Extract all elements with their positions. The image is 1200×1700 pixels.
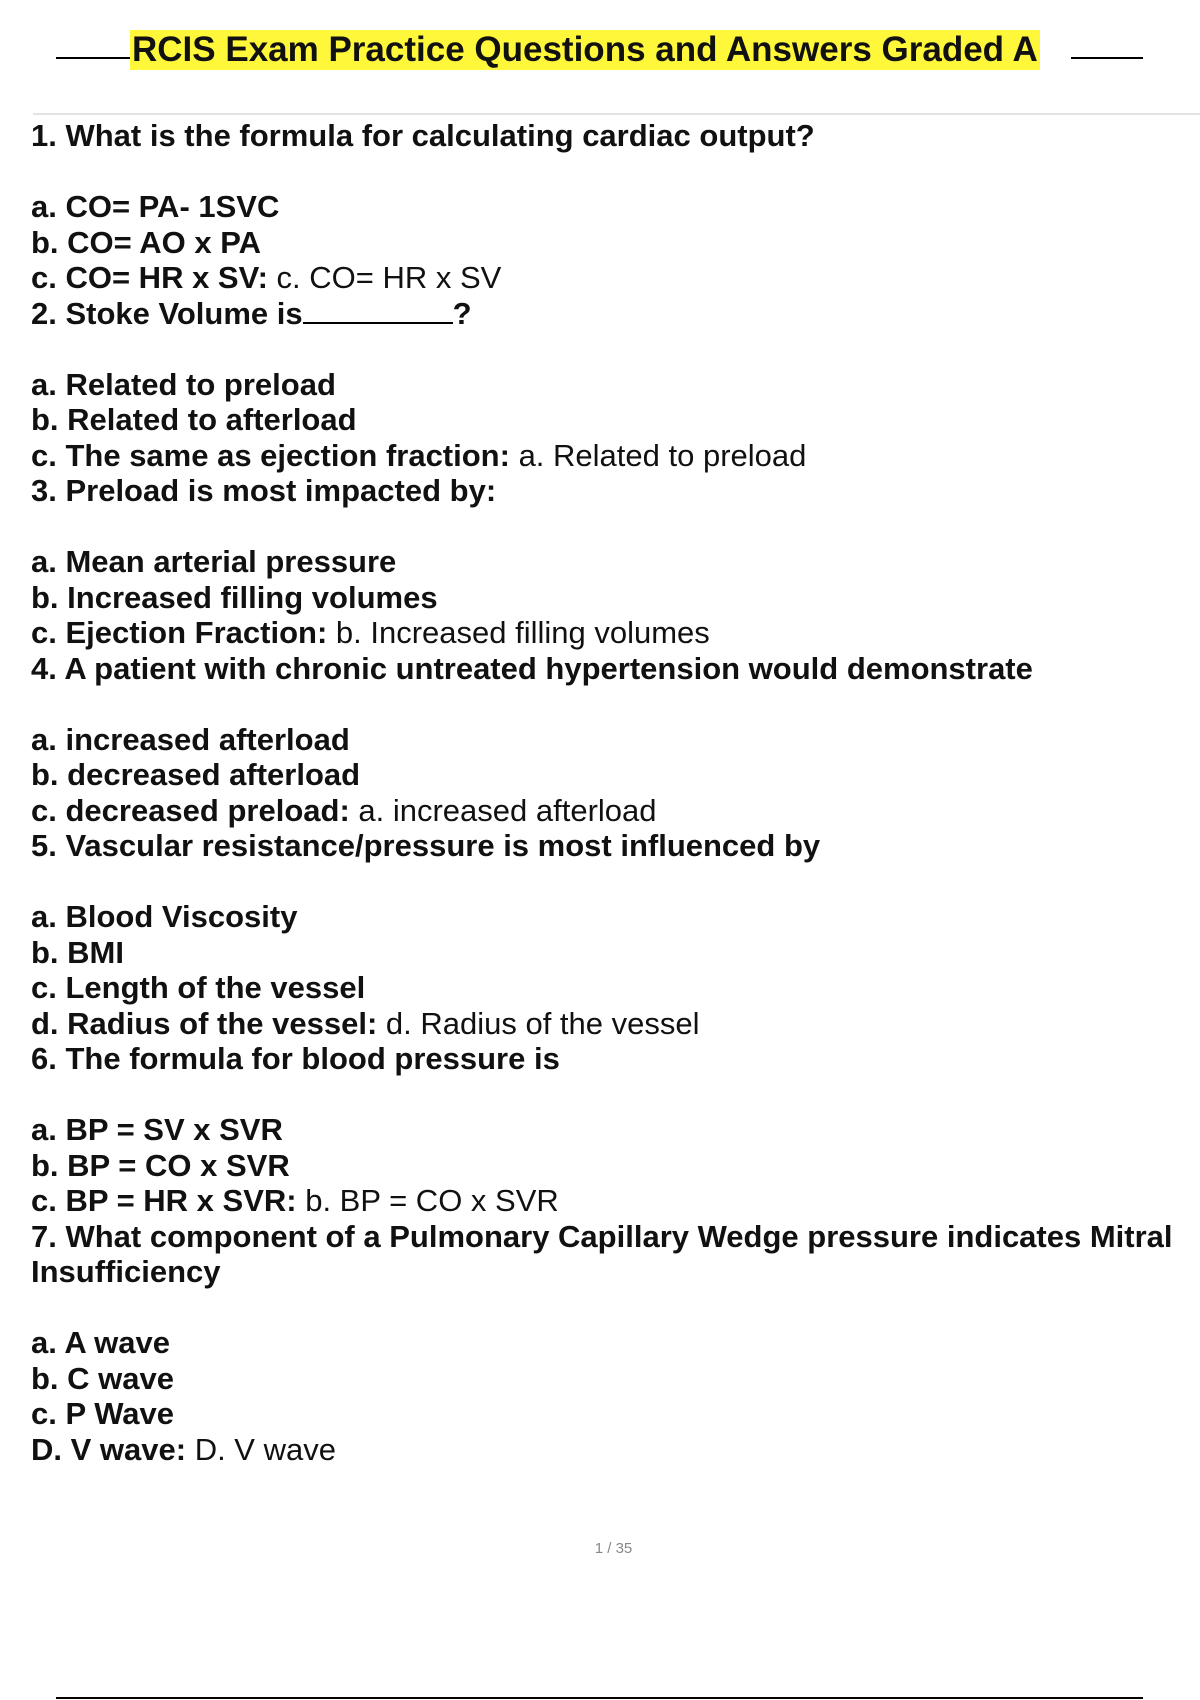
option: a. CO= PA- 1SVC xyxy=(31,189,280,224)
option: c. BP = HR x SVR xyxy=(31,1183,287,1218)
page-number: 1 / 35 xyxy=(594,1540,633,1557)
answer-line: c. The same as ejection fraction: a. Related to preload xyxy=(31,437,807,473)
option: d. Radius of the vessel xyxy=(31,1005,367,1041)
header-divider xyxy=(33,113,1200,115)
fill-in-blank xyxy=(303,298,453,324)
answer-line: c. Ejection Fraction: b. Increased filling volumes xyxy=(31,615,710,650)
answer-line: D. V wave: D. V wave xyxy=(31,1431,336,1467)
answer: a. Related to preload xyxy=(518,437,807,473)
answer: D. V wave xyxy=(194,1431,336,1467)
question-7: 7. What component of a Pulmonary Capillary Wedge pressure indicates Mitral Insufficiency xyxy=(31,1218,1173,1289)
option: a. Mean arterial pressure xyxy=(31,544,397,579)
answer: c. CO= HR x SV xyxy=(276,260,502,295)
answer: b. Increased filling volumes xyxy=(335,615,710,650)
answer-line: d. Radius of the vessel: d. Radius of the vessel xyxy=(31,1005,700,1041)
question-5: 5. Vascular resistance/pressure is most influenced by xyxy=(31,828,821,863)
question-6: 6. The formula for blood pressure is xyxy=(31,1041,560,1076)
question-3: 3. Preload is most impacted by: xyxy=(31,473,497,508)
answer-line: c. BP = HR x SVR: b. BP = CO x SVR xyxy=(31,1183,559,1218)
option: c. Ejection Fraction xyxy=(31,615,317,650)
option: b. Related to afterload xyxy=(31,402,357,437)
footer-rule xyxy=(56,1697,1143,1699)
option: a. A wave xyxy=(31,1325,171,1360)
option: a. BP = SV x SVR xyxy=(31,1112,283,1147)
question-4: 4. A patient with chronic untreated hypertension would demonstrate xyxy=(31,650,1033,686)
answer: d. Radius of the vessel xyxy=(385,1005,700,1041)
answer: a. increased afterload xyxy=(358,792,657,828)
option: c. P Wave xyxy=(31,1396,175,1431)
option: b. C wave xyxy=(31,1360,174,1396)
option: b. BMI xyxy=(31,934,124,970)
option: b. BP = CO x SVR xyxy=(31,1147,290,1183)
option: b. CO= AO x PA xyxy=(31,224,261,260)
option: a. Blood Viscosity xyxy=(31,899,298,934)
option: c. CO= HR x SV xyxy=(31,260,258,295)
option: b. Increased filling volumes xyxy=(31,579,438,615)
title-rule-left xyxy=(56,57,134,59)
question-1: 1. What is the formula for calculating cardiac output? xyxy=(31,118,815,153)
document-header xyxy=(56,30,1143,70)
option: c. decreased preload xyxy=(31,792,340,828)
question-2: 2. Stoke Volume is ? xyxy=(31,295,472,331)
option: D. V wave xyxy=(31,1431,176,1467)
option: c. Length of the vessel xyxy=(31,970,366,1005)
question-list xyxy=(31,118,1200,1467)
answer-line: c. CO= HR x SV: c. CO= HR x SV xyxy=(31,260,502,295)
option: a. increased afterload xyxy=(31,721,350,757)
option: a. Related to preload xyxy=(31,366,336,402)
answer-line: c. decreased preload: a. increased afterload xyxy=(31,792,657,828)
answer: b. BP = CO x SVR xyxy=(305,1183,559,1218)
title-rule-right xyxy=(1071,57,1143,59)
option: c. The same as ejection fraction xyxy=(31,437,500,473)
option: b. decreased afterload xyxy=(31,757,361,792)
document-title: RCIS Exam Practice Questions and Answers Graded A xyxy=(132,30,1038,69)
